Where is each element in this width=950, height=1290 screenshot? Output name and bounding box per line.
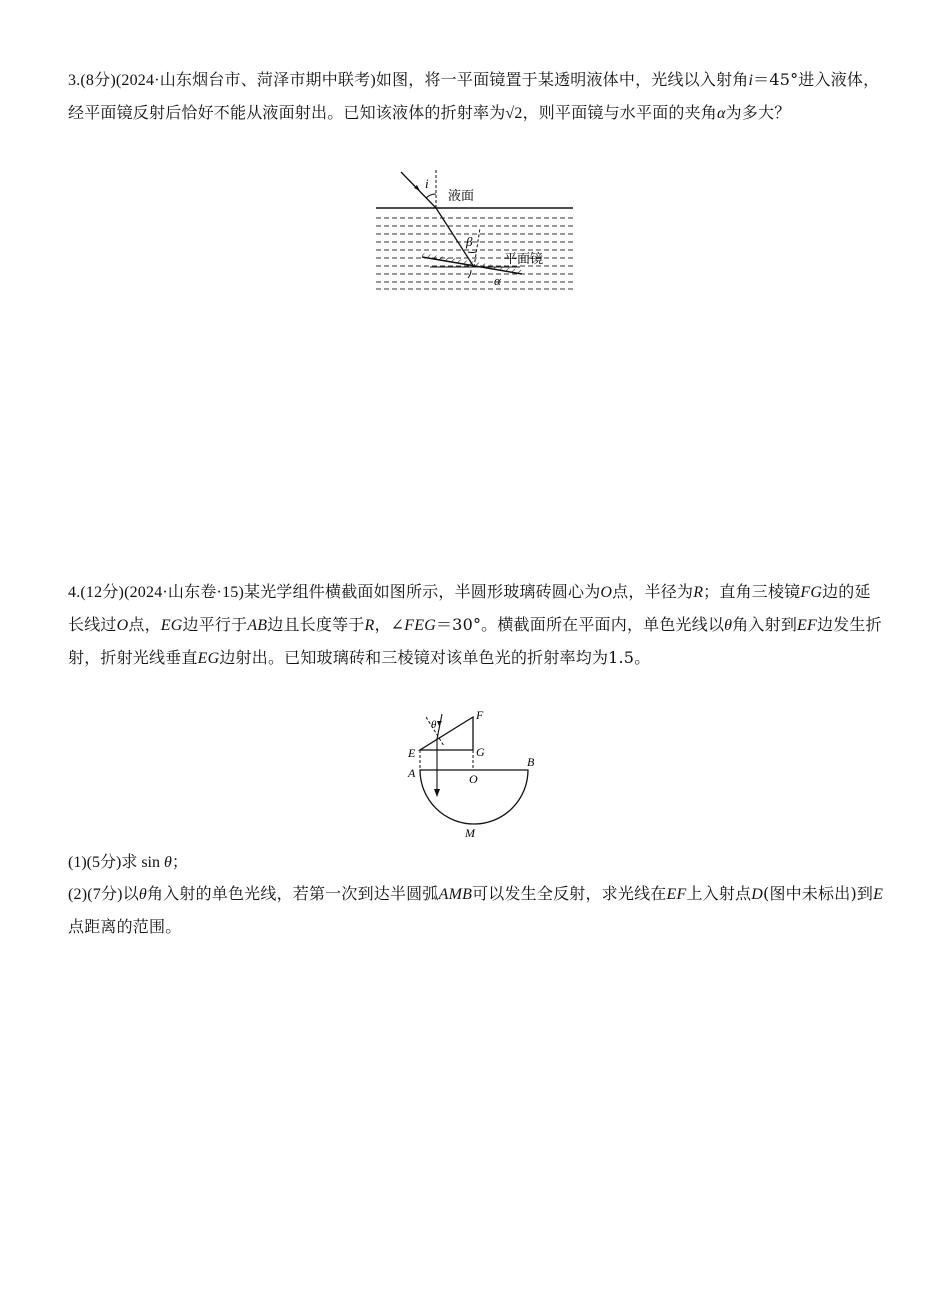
q4-subquestion-1 [68, 846, 188, 879]
q3-source: (2024·山东烟台市、菏泽市期中联考) [115, 72, 376, 89]
q4-R: R [693, 584, 704, 601]
q4-label-M: M [465, 826, 475, 840]
q4-t7: 边且长度等于 [267, 615, 365, 634]
q4-sub2-EF: EF [666, 886, 687, 903]
q4-t10: 角入射到 [732, 615, 798, 634]
label-i: i [425, 176, 429, 191]
q4-t3: ；直角三棱镜 [703, 582, 801, 601]
q4-t5: 点， [128, 615, 161, 634]
q3-score: (8分) [80, 72, 116, 89]
q4-t9: ＝30°。横截面所在平面内，单色光线以 [435, 615, 725, 634]
q4-AB: AB [247, 617, 268, 634]
q4-source: (2024·山东卷·15) [124, 584, 244, 601]
q4-label-G: G [476, 745, 485, 759]
q4-label-theta: θ [431, 719, 437, 731]
q4-t4: 边的延长线过 [68, 582, 871, 634]
q4-sub1-theta: θ [164, 854, 172, 871]
q4-sub2-t4: (图中未标出)到 [763, 884, 874, 903]
angle-beta-arc [468, 252, 476, 253]
q4-incident-ray [437, 714, 442, 739]
label-liquid-surface: 液面 [448, 188, 475, 203]
q4-label-E: E [408, 746, 416, 760]
q4-sub2-t1: 角入射的单色光线，若第一次到达半圆弧 [146, 884, 439, 903]
q4-FEG: FEG [404, 617, 436, 634]
question-4-text [68, 576, 886, 675]
q4-sub1-suffix: ； [171, 852, 188, 871]
q4-sub2-t3: 上入射点 [686, 884, 752, 903]
right-prism [420, 717, 473, 750]
q3-root-expression: √2 [505, 105, 523, 122]
q3-text-a: 如图，将一平面镜置于某透明液体中，光线以入射角 [375, 70, 749, 89]
q3-var-i: i [748, 72, 754, 89]
q4-t6: 边平行于 [182, 615, 248, 634]
q4-t12: 边射出。已知玻璃砖和三棱镜对该单色光的折射率均为1.5。 [219, 648, 651, 667]
q4-t1: 某光学组件横截面如图所示，半圆形玻璃砖圆心为 [244, 582, 601, 601]
q4-O: O [600, 584, 613, 601]
q4-EG: EG [160, 617, 183, 634]
angle-i-arc [426, 194, 436, 198]
question-3-text [68, 64, 886, 130]
q4-EF: EF [797, 617, 817, 634]
q4-t8: ，∠ [374, 615, 405, 634]
q3-text-c: ，则平面镜与水平面的夹角 [522, 103, 717, 122]
q4-sub1-prefix: (1)(5分)求 sin [68, 854, 164, 871]
q4-refracted-arrow [434, 789, 440, 797]
q4-EG2: EG [197, 650, 220, 667]
label-plane-mirror: 平面镜 [504, 251, 544, 266]
q3-figure-mirror-in-liquid [370, 166, 580, 296]
q4-O2: O [116, 617, 129, 634]
q4-number: 4. [68, 584, 81, 601]
q4-sub2-prefix: (2)(7分)以 [68, 886, 139, 903]
q3-text-d: 为多大？ [725, 103, 791, 122]
q4-t11: 边发生折射，折射光线垂直 [68, 615, 882, 667]
q4-figure-prism-and-semicircle [400, 704, 550, 844]
q4-sub2-E: E [873, 886, 884, 903]
q4-label-B: B [527, 755, 535, 769]
q4-subquestion-2 [68, 878, 886, 943]
q4-label-O: O [469, 772, 478, 786]
q4-sub2-t5: 点距离的范围。 [68, 917, 182, 936]
q4-score: (12分) [80, 584, 125, 601]
q4-sub2-AMB: AMB [438, 886, 473, 903]
q4-t2: 点，半径为 [612, 582, 694, 601]
q4-sub2-D: D [751, 886, 764, 903]
q3-text-b: ＝45°进入液体，经平面镜反射后恰好不能从液面射出。已知该液体的折射率为 [68, 70, 880, 122]
q4-label-F: F [476, 708, 484, 722]
q4-FG: FG [800, 584, 823, 601]
q4-sub2-theta: θ [138, 886, 147, 903]
q4-R2: R [364, 617, 375, 634]
q4-sub2-t2: 可以发生全反射，求光线在 [472, 884, 667, 903]
liquid-region [376, 218, 573, 289]
q3-var-alpha: α [717, 105, 726, 122]
q4-theta: θ [724, 617, 733, 634]
label-beta: β [466, 234, 473, 249]
q4-label-A: A [408, 766, 416, 780]
label-alpha: α [494, 273, 501, 288]
q3-number: 3. [68, 72, 81, 89]
